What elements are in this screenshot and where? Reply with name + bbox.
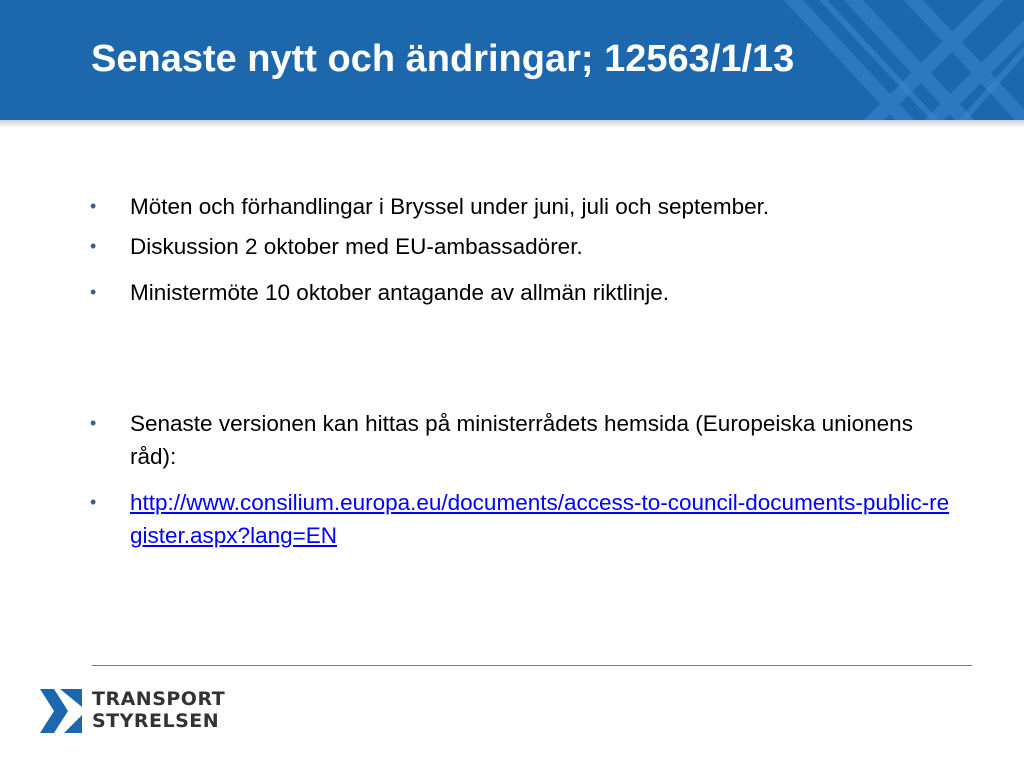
bullet-marker: • — [90, 492, 97, 512]
bullet-text: Ministermöte 10 oktober antagande av allmän riktlinje. — [130, 280, 670, 305]
logo-mark-icon — [40, 689, 82, 733]
bullet-marker: • — [90, 196, 97, 216]
bullet-list — [90, 190, 950, 552]
banner-shadow — [0, 120, 1024, 128]
bullet-item — [90, 486, 950, 552]
bullet-marker: • — [90, 413, 97, 433]
bullet-text: Diskussion 2 oktober med EU-ambassadörer. — [130, 234, 583, 259]
bullet-item — [90, 276, 950, 309]
logo-wordmark — [92, 688, 225, 732]
council-register-link[interactable]: http://www.consilium.europa.eu/documents/access-to-council-documents-public-register.aspx?lang=EN — [130, 490, 950, 548]
logo-line-2: STYRELSEN — [92, 710, 220, 732]
title-banner — [0, 0, 1024, 120]
bullet-text: Senaste versionen kan hittas på ministerrådets hemsida (Europeiska unionens råd): — [130, 411, 913, 469]
bullet-item — [90, 190, 950, 223]
bullet-text: Möten och förhandlingar i Bryssel under juni, juli och september. — [130, 194, 770, 219]
slide-title: Senaste nytt och ändringar; 12563/1/13 — [91, 38, 795, 80]
transportstyrelsen-logo — [40, 689, 240, 735]
bullet-item — [90, 230, 950, 263]
bullet-marker: • — [90, 282, 97, 302]
footer-divider — [92, 665, 972, 666]
bullet-marker: • — [90, 236, 97, 256]
logo-line-1: TRANSPORT — [92, 688, 226, 710]
bullet-item — [90, 407, 950, 473]
